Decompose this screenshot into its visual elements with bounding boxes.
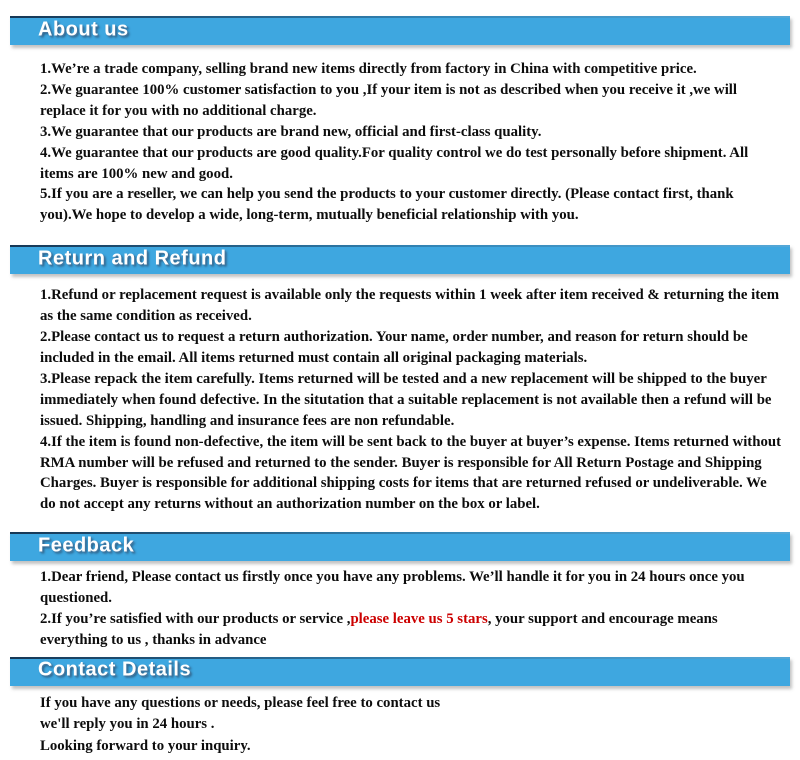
feedback-item — [40, 609, 782, 651]
contact-line: we'll reply you in 24 hours . — [40, 716, 215, 733]
return-item: 1.Refund or replacement request is available only the requests within 1 week after item received & returning the item as the same condition as received. — [40, 287, 780, 325]
about-us-body — [40, 59, 782, 226]
return-item: 4.If the item is found non-defective, the item will be sent back to the buyer at buyer’s expense. Items returned without RMA number will be refused and returned to the sender. Buyer is responsible for All Return Postage and Shipping Charges. Buyer is responsible for additional shipping costs for items that are returned refused or undeliverable. We do not accept any returns without an authorization number on the box or label. — [40, 433, 782, 513]
contact-line: If you have any questions or needs, please feel free to contact us — [40, 694, 441, 711]
feedback-item: 1.Dear friend, Please contact us firstly once you have any problems. We’ll handle it for you in 24 hours once you questioned. — [40, 569, 745, 607]
section-title: Feedback — [38, 534, 135, 557]
return-and-refund-body — [40, 285, 782, 515]
contact-details-body — [40, 693, 782, 758]
section-header-feedback — [10, 532, 790, 561]
feedback-body — [40, 567, 782, 651]
section-header-about-us — [10, 16, 790, 45]
feedback-item-text: , your support and encourage means everything to us , thanks in advance — [40, 611, 718, 648]
section-header-return-and-refund — [10, 245, 790, 274]
section-title: Contact Details — [38, 658, 192, 681]
five-stars-highlight: please leave us 5 stars — [350, 611, 488, 628]
about-item: 1.We’re a trade company, selling brand new items directly from factory in China with competitive price. — [40, 61, 697, 77]
return-item: 3.Please repack the item carefully. Items returned will be tested and a new replacement will be shipped to the buyer immediately when found defective. In the situtation that a suitable replacement is not available then a refund will be issued. Shipping, handling and insurance fees are non refundable. — [40, 370, 772, 429]
about-item: 5.If you are a reseller, we can help you send the products to your customer directly. (Please contact first, thank you).We hope to develop a wide, long-term, mutually beneficial relationship with you. — [40, 186, 734, 224]
contact-line: Looking forward to your inquiry. — [40, 737, 251, 754]
about-item: 3.We guarantee that our products are brand new, official and first-class quality. — [40, 123, 542, 140]
section-header-contact-details — [10, 657, 790, 686]
section-title: About us — [38, 18, 129, 41]
about-item: 2.We guarantee 100% customer satisfaction to you ,If your item is not as described when you receive it ,we will replace it for you with no additional charge. — [40, 81, 738, 119]
return-item: 2.Please contact us to request a return authorization. Your name, order number, and reason for return should be included in the email. All items returned must contain all original packaging materials. — [40, 329, 748, 366]
section-title: Return and Refund — [38, 247, 227, 270]
about-item: 4.We guarantee that our products are good quality.For quality control we do test personally before shipment. All items are 100% new and good. — [40, 144, 749, 182]
feedback-item-text: 2.If you’re satisfied with our products or service , — [40, 611, 351, 628]
